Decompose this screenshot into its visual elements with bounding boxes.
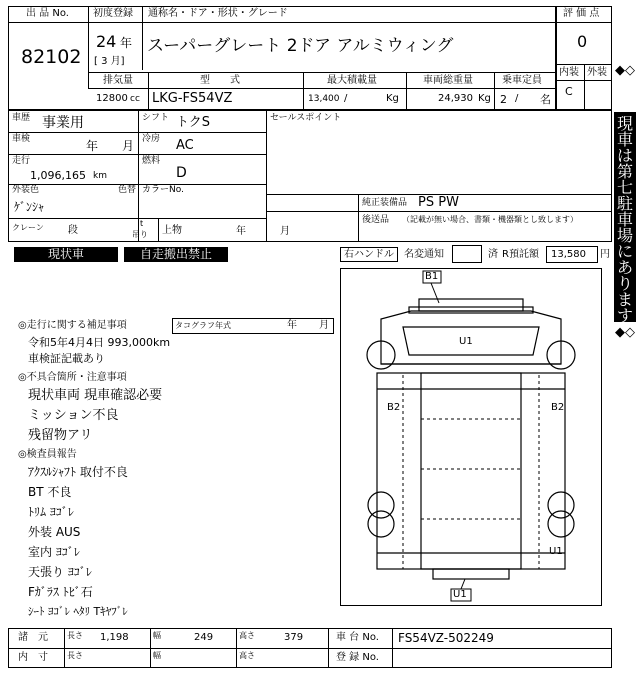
notice-top-mark: ◆◇ (615, 63, 635, 78)
mileage-label: 走行 (12, 156, 31, 166)
max-load-unit: Kg (386, 93, 399, 104)
aftermarket-label: 後送品 (362, 215, 390, 225)
shift-label: シフト (142, 113, 170, 123)
inspector-6: 天張り ﾖｺﾞﾚ (28, 565, 92, 579)
inspection-month: 月 (122, 139, 135, 153)
capacity: 2 (500, 93, 507, 106)
gross-weight-unit: Kg (478, 93, 491, 104)
defect-3: 残留物アリ (28, 428, 93, 443)
sales-point-label: セールスポイント (270, 113, 342, 123)
u1-right-label: U1 (549, 546, 563, 557)
height-value: 379 (284, 632, 304, 643)
ext-color-label: 外装色 (12, 185, 40, 195)
crane-t: t (140, 219, 144, 228)
width-label: 幅 (153, 631, 161, 640)
era-year: 24 (96, 32, 117, 51)
ac-value: AC (176, 138, 194, 153)
defects-title: ◎不具合箇所・注意事項 (18, 372, 127, 383)
history-label: 車歴 (12, 113, 31, 123)
gross-weight: 24,930 (438, 93, 473, 104)
grade-label: 評 価 点 (563, 8, 600, 19)
aftermarket-note: （記載が無い場合、書類・機器類とし致します） (402, 215, 578, 224)
inspector-8: ｼｰﾄ ﾖｺﾞﾚ ﾍﾀﾘ Tｷﾔﾌﾞﾚ (28, 605, 128, 618)
inspector-3: ﾄﾘﾑ ﾖｺﾞﾚ (28, 505, 74, 519)
chassis-value: FS54VZ-502249 (398, 631, 494, 645)
first-reg-label: 初度登録 (93, 8, 133, 19)
fuel-value: D (176, 165, 187, 181)
u1-rear-label: U1 (453, 589, 467, 600)
displacement-label: 排気量 (103, 75, 133, 86)
notice-text: 現車は第七駐車場にあります (616, 114, 633, 325)
dims-label: 諸 元 (18, 632, 48, 643)
height-label: 高さ (239, 631, 255, 640)
vehicle-diagram (340, 268, 602, 606)
defect-1: 現状車両 現車確認必要 (28, 388, 163, 403)
mileage-note-2: 車検証記載あり (28, 352, 105, 365)
grade-value: 0 (577, 32, 588, 51)
exterior-label: 外装 (587, 67, 607, 78)
crane-label: クレーン (12, 223, 44, 232)
chassis-label: 車 台 No. (336, 632, 379, 643)
crane-stage: 段 (68, 225, 78, 236)
no-self-drive-badge: 自走搬出禁止 (124, 247, 228, 262)
deposit-symbol: 済 (488, 249, 498, 260)
first-reg-month: [ 3 月] (94, 56, 125, 67)
genuine-value: PS PW (418, 195, 459, 210)
mileage-note-1: 令和5年4月4日 993,000km (28, 336, 171, 349)
handle-value: 右ハンドル (344, 249, 394, 260)
interior-grade: C (565, 85, 573, 98)
interior-label: 内装 (559, 67, 579, 78)
defect-2: ミッション不良 (28, 408, 119, 423)
mileage-section-title: ◎走行に関する補足事項 (18, 320, 127, 331)
gross-weight-label: 車両総重量 (423, 75, 473, 86)
displacement-unit: cc (130, 94, 140, 104)
tachograph-year: 年 (287, 320, 297, 331)
ac-label: 冷房 (142, 134, 161, 144)
recycle-value: 13,580 (551, 249, 586, 260)
tachograph-label: タコグラフ年式 (175, 321, 231, 330)
b1-top-label: B1 (425, 271, 439, 282)
shift-value: トクS (176, 115, 210, 130)
model-name: スーパーグレート 2ドア アルミウィング (147, 36, 454, 56)
upper-label: 上物 (162, 225, 182, 236)
color-change-label: 色替 (118, 185, 137, 195)
max-load: 13,400 (308, 94, 340, 104)
inner-length-label: 長さ (67, 651, 83, 660)
inner-height-label: 高さ (239, 651, 255, 660)
name-change-box (452, 245, 482, 263)
max-load-label: 最大積載量 (327, 75, 377, 86)
reg-label: 登 録 No. (336, 652, 379, 663)
name-change-label: 名変通知 (404, 249, 444, 260)
upper-year: 年 (236, 226, 246, 237)
inspector-7: Fｶﾞﾗｽ ﾄﾋﾞ石 (28, 585, 93, 599)
capacity-unit: 名 (540, 93, 551, 106)
genuine-label: 純正装備品 (362, 198, 408, 208)
color-no-label: カラーNo. (142, 185, 184, 195)
as-is-badge: 現状車 (14, 247, 118, 262)
model-name-label: 通称名・ドア・形状・グレード (148, 8, 288, 19)
upper-month: 月 (280, 226, 290, 237)
b2-left-label: B2 (387, 402, 401, 413)
year-unit: 年 (120, 36, 133, 50)
inspection-year: 年 (86, 139, 99, 153)
inspector-4: 外装 AUS (28, 525, 81, 539)
length-label: 長さ (67, 631, 83, 640)
inspector-1: ｱｸｽﾙｼｬﾌﾄ 取付不良 (28, 465, 128, 479)
capacity-label: 乗車定員 (502, 75, 542, 86)
model-code-label: 型 式 (200, 75, 240, 86)
inspector-2: BT 不良 (28, 485, 72, 499)
fuel-label: 燃料 (142, 156, 161, 166)
recycle-label: R預託額 (502, 249, 539, 260)
inspector-5: 室内 ﾖｺﾞﾚ (28, 545, 80, 559)
displacement-value: 12800 (96, 93, 128, 104)
recycle-unit: 円 (600, 249, 610, 260)
inspector-title: ◎検査員報告 (18, 449, 77, 460)
capacity-sep: / (515, 93, 519, 104)
lot-label: 出 品 No. (26, 8, 69, 19)
width-value: 249 (194, 632, 214, 643)
crane-hang: 吊り (132, 230, 148, 239)
mileage-unit: km (93, 171, 107, 181)
notice-bottom-mark: ◆◇ (615, 325, 635, 340)
lot-number: 82102 (21, 46, 82, 68)
max-load-sep: / (344, 93, 348, 104)
inspection-label: 車検 (12, 134, 31, 144)
inner-dims-label: 内 寸 (18, 652, 48, 663)
model-code: LKG-FS54VZ (152, 91, 233, 106)
b2-right-label: B2 (551, 402, 565, 413)
mileage-value: 1,096,165 (30, 169, 86, 182)
length-value: 1,198 (100, 632, 129, 643)
u1-cab-label: U1 (459, 336, 473, 347)
tachograph-month: 月 (319, 320, 329, 331)
history-value: 事業用 (42, 115, 84, 131)
ext-color-value: ｹﾞﾝｼｬ (14, 200, 45, 214)
inner-width-label: 幅 (153, 651, 161, 660)
